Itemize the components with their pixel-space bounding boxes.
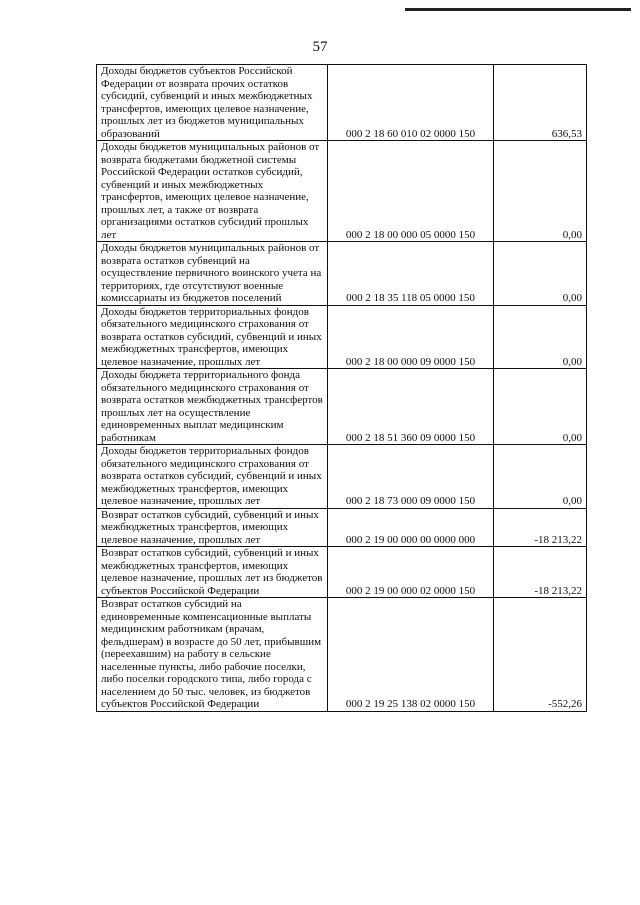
table-row [97, 445, 587, 509]
row-amount: -18 213,22 [494, 547, 587, 598]
table-row [97, 598, 587, 712]
row-amount: 0,00 [494, 242, 587, 306]
row-code: 000 2 18 51 360 09 0000 150 [328, 369, 494, 445]
table-row [97, 305, 587, 369]
row-amount: 0,00 [494, 141, 587, 242]
row-amount: 0,00 [494, 305, 587, 369]
table-row [97, 141, 587, 242]
row-code: 000 2 18 73 000 09 0000 150 [328, 445, 494, 509]
table-row [97, 508, 587, 547]
row-amount: 0,00 [494, 445, 587, 509]
top-rule [405, 8, 631, 11]
row-description: Доходы бюджета территориального фонда обязательного медицинского страхования от возврата остатков межбюджетных трансфертов прошлых лет на осуществление единовременных выплат медицинским работникам [97, 369, 328, 445]
row-code: 000 2 18 00 000 09 0000 150 [328, 305, 494, 369]
row-description: Доходы бюджетов муниципальных районов от возврата бюджетами бюджетной системы Российской Федерации остатков субсидий, субвенций и иных межбюджетных трансфертов, имеющих целевое назначение, прошлых лет, а также от возврата организациями остатков субсидий прошлых лет [97, 141, 328, 242]
row-code: 000 2 19 00 000 00 0000 000 [328, 508, 494, 547]
table-row [97, 547, 587, 598]
page-number: 57 [312, 39, 328, 55]
row-amount: 636,53 [494, 65, 587, 141]
row-amount: -18 213,22 [494, 508, 587, 547]
row-description: Доходы бюджетов муниципальных районов от возврата остатков субвенций на осуществление первичного воинского учета на территориях, где отсутствуют военные комиссариаты из бюджетов поселений [97, 242, 328, 306]
row-code: 000 2 19 00 000 02 0000 150 [328, 547, 494, 598]
row-code: 000 2 19 25 138 02 0000 150 [328, 598, 494, 712]
row-description: Возврат остатков субсидий, субвенций и иных межбюджетных трансфертов, имеющих целевое назначение, прошлых лет из бюджетов субъектов Российской Федерации [97, 547, 328, 598]
row-description: Доходы бюджетов субъектов Российской Федерации от возврата прочих остатков субсидий, субвенций и иных межбюджетных трансфертов, имеющих целевое назначение, прошлых лет из бюджетов муниципальных образований [97, 65, 328, 141]
row-description: Доходы бюджетов территориальных фондов обязательного медицинского страхования от возврата остатков субсидий, субвенций и иных межбюджетных трансфертов, имеющих целевое назначение, прошлых лет [97, 445, 328, 509]
table-row [97, 65, 587, 141]
row-description: Возврат остатков субсидий на единовременные компенсационные выплаты медицинским работникам (врачам, фельдшерам) в возрасте до 50 лет, прибывшим (переехавшим) на работу в сельские населенные пункты, либо рабочие поселки, либо поселки городского типа, либо города с населением до 50 тыс. человек, из бюджетов субъектов Российской Федерации [97, 598, 328, 712]
row-code: 000 2 18 60 010 02 0000 150 [328, 65, 494, 141]
row-code: 000 2 18 00 000 05 0000 150 [328, 141, 494, 242]
row-description: Возврат остатков субсидий, субвенций и иных межбюджетных трансфертов, имеющих целевое назначение, прошлых лет [97, 508, 328, 547]
table-row [97, 369, 587, 445]
budget-table [96, 64, 587, 712]
row-code: 000 2 18 35 118 05 0000 150 [328, 242, 494, 306]
row-description: Доходы бюджетов территориальных фондов обязательного медицинского страхования от возврата остатков субсидий, субвенций и иных межбюджетных трансфертов, имеющих целевое назначение, прошлых лет [97, 305, 328, 369]
table-row [97, 242, 587, 306]
row-amount: -552,26 [494, 598, 587, 712]
row-amount: 0,00 [494, 369, 587, 445]
